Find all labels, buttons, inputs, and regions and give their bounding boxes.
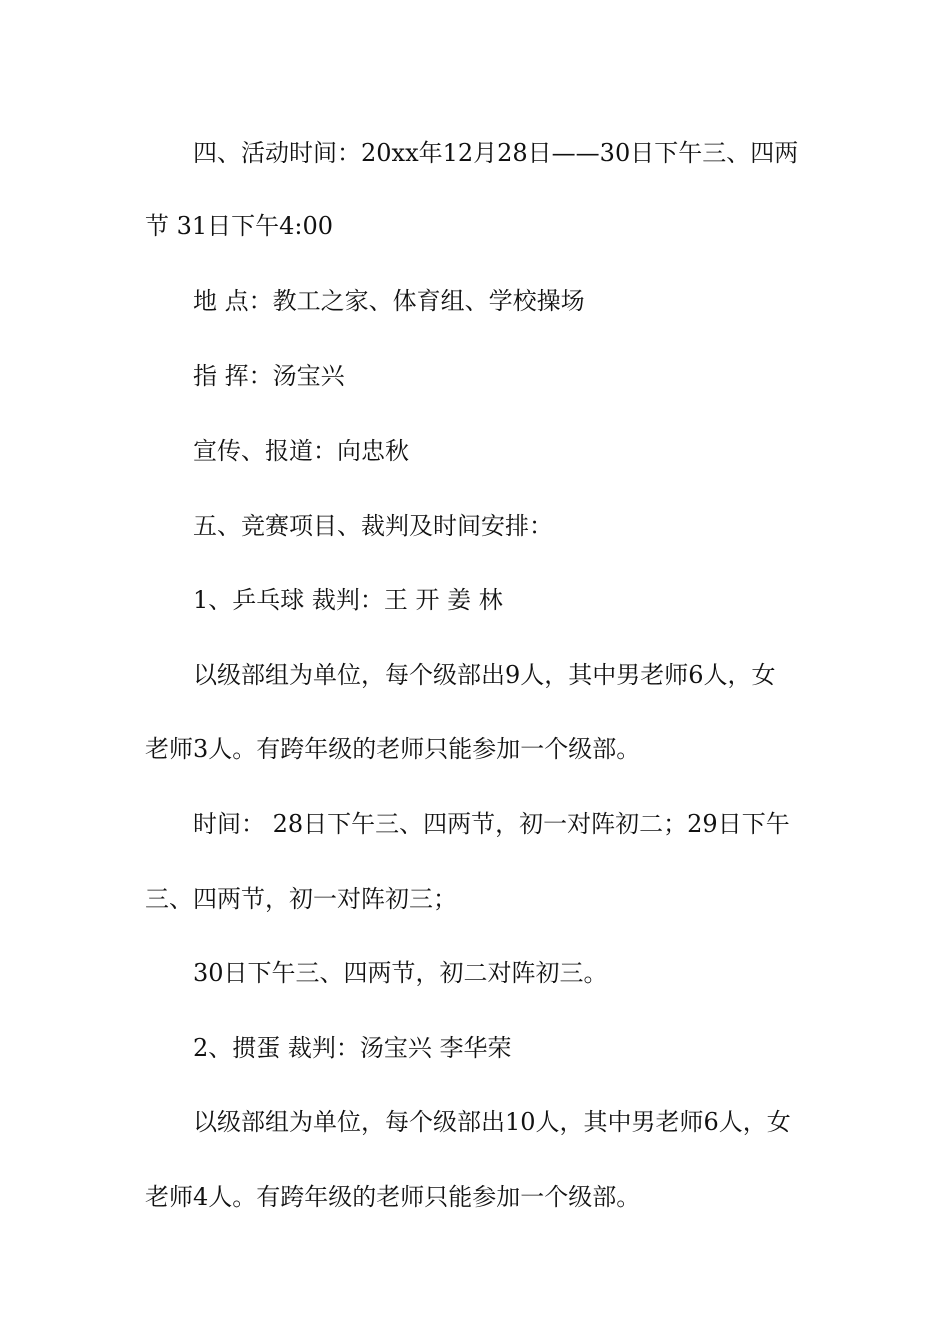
activity-time-continued: 节 31日下午4:00 [145, 212, 334, 240]
table-tennis-schedule-continued: 三、四两节，初一对阵初三； [145, 885, 457, 913]
table-tennis-schedule-final: 30日下午三、四两节，初二对阵初三。 [193, 959, 608, 987]
guandan-rules-continued: 老师4人。有跨年级的老师只能参加一个级部。 [145, 1183, 641, 1211]
table-tennis-rules: 以级部组为单位，每个级部出9人，其中男老师6人，女 [193, 661, 776, 689]
table-tennis-schedule: 时间： 28日下午三、四两节，初一对阵初二；29日下午 [193, 810, 790, 838]
table-tennis-rules-continued: 老师3人。有跨年级的老师只能参加一个级部。 [145, 735, 641, 763]
item-2-guandan: 2、掼蛋 裁判：汤宝兴 李华荣 [193, 1034, 512, 1062]
section-5-heading: 五、竞赛项目、裁判及时间安排： [193, 512, 553, 540]
commander-line: 指 挥：汤宝兴 [193, 362, 345, 390]
item-1-table-tennis: 1、乒乓球 裁判：王 开 姜 林 [193, 586, 503, 614]
section-4-activity-time: 四、活动时间：20xx年12月28日——30日下午三、四两 [193, 139, 799, 167]
location-line: 地 点：教工之家、体育组、学校操场 [193, 287, 585, 315]
guandan-rules: 以级部组为单位，每个级部出10人，其中男老师6人，女 [193, 1108, 791, 1136]
publicity-line: 宣传、报道：向忠秋 [193, 437, 409, 465]
